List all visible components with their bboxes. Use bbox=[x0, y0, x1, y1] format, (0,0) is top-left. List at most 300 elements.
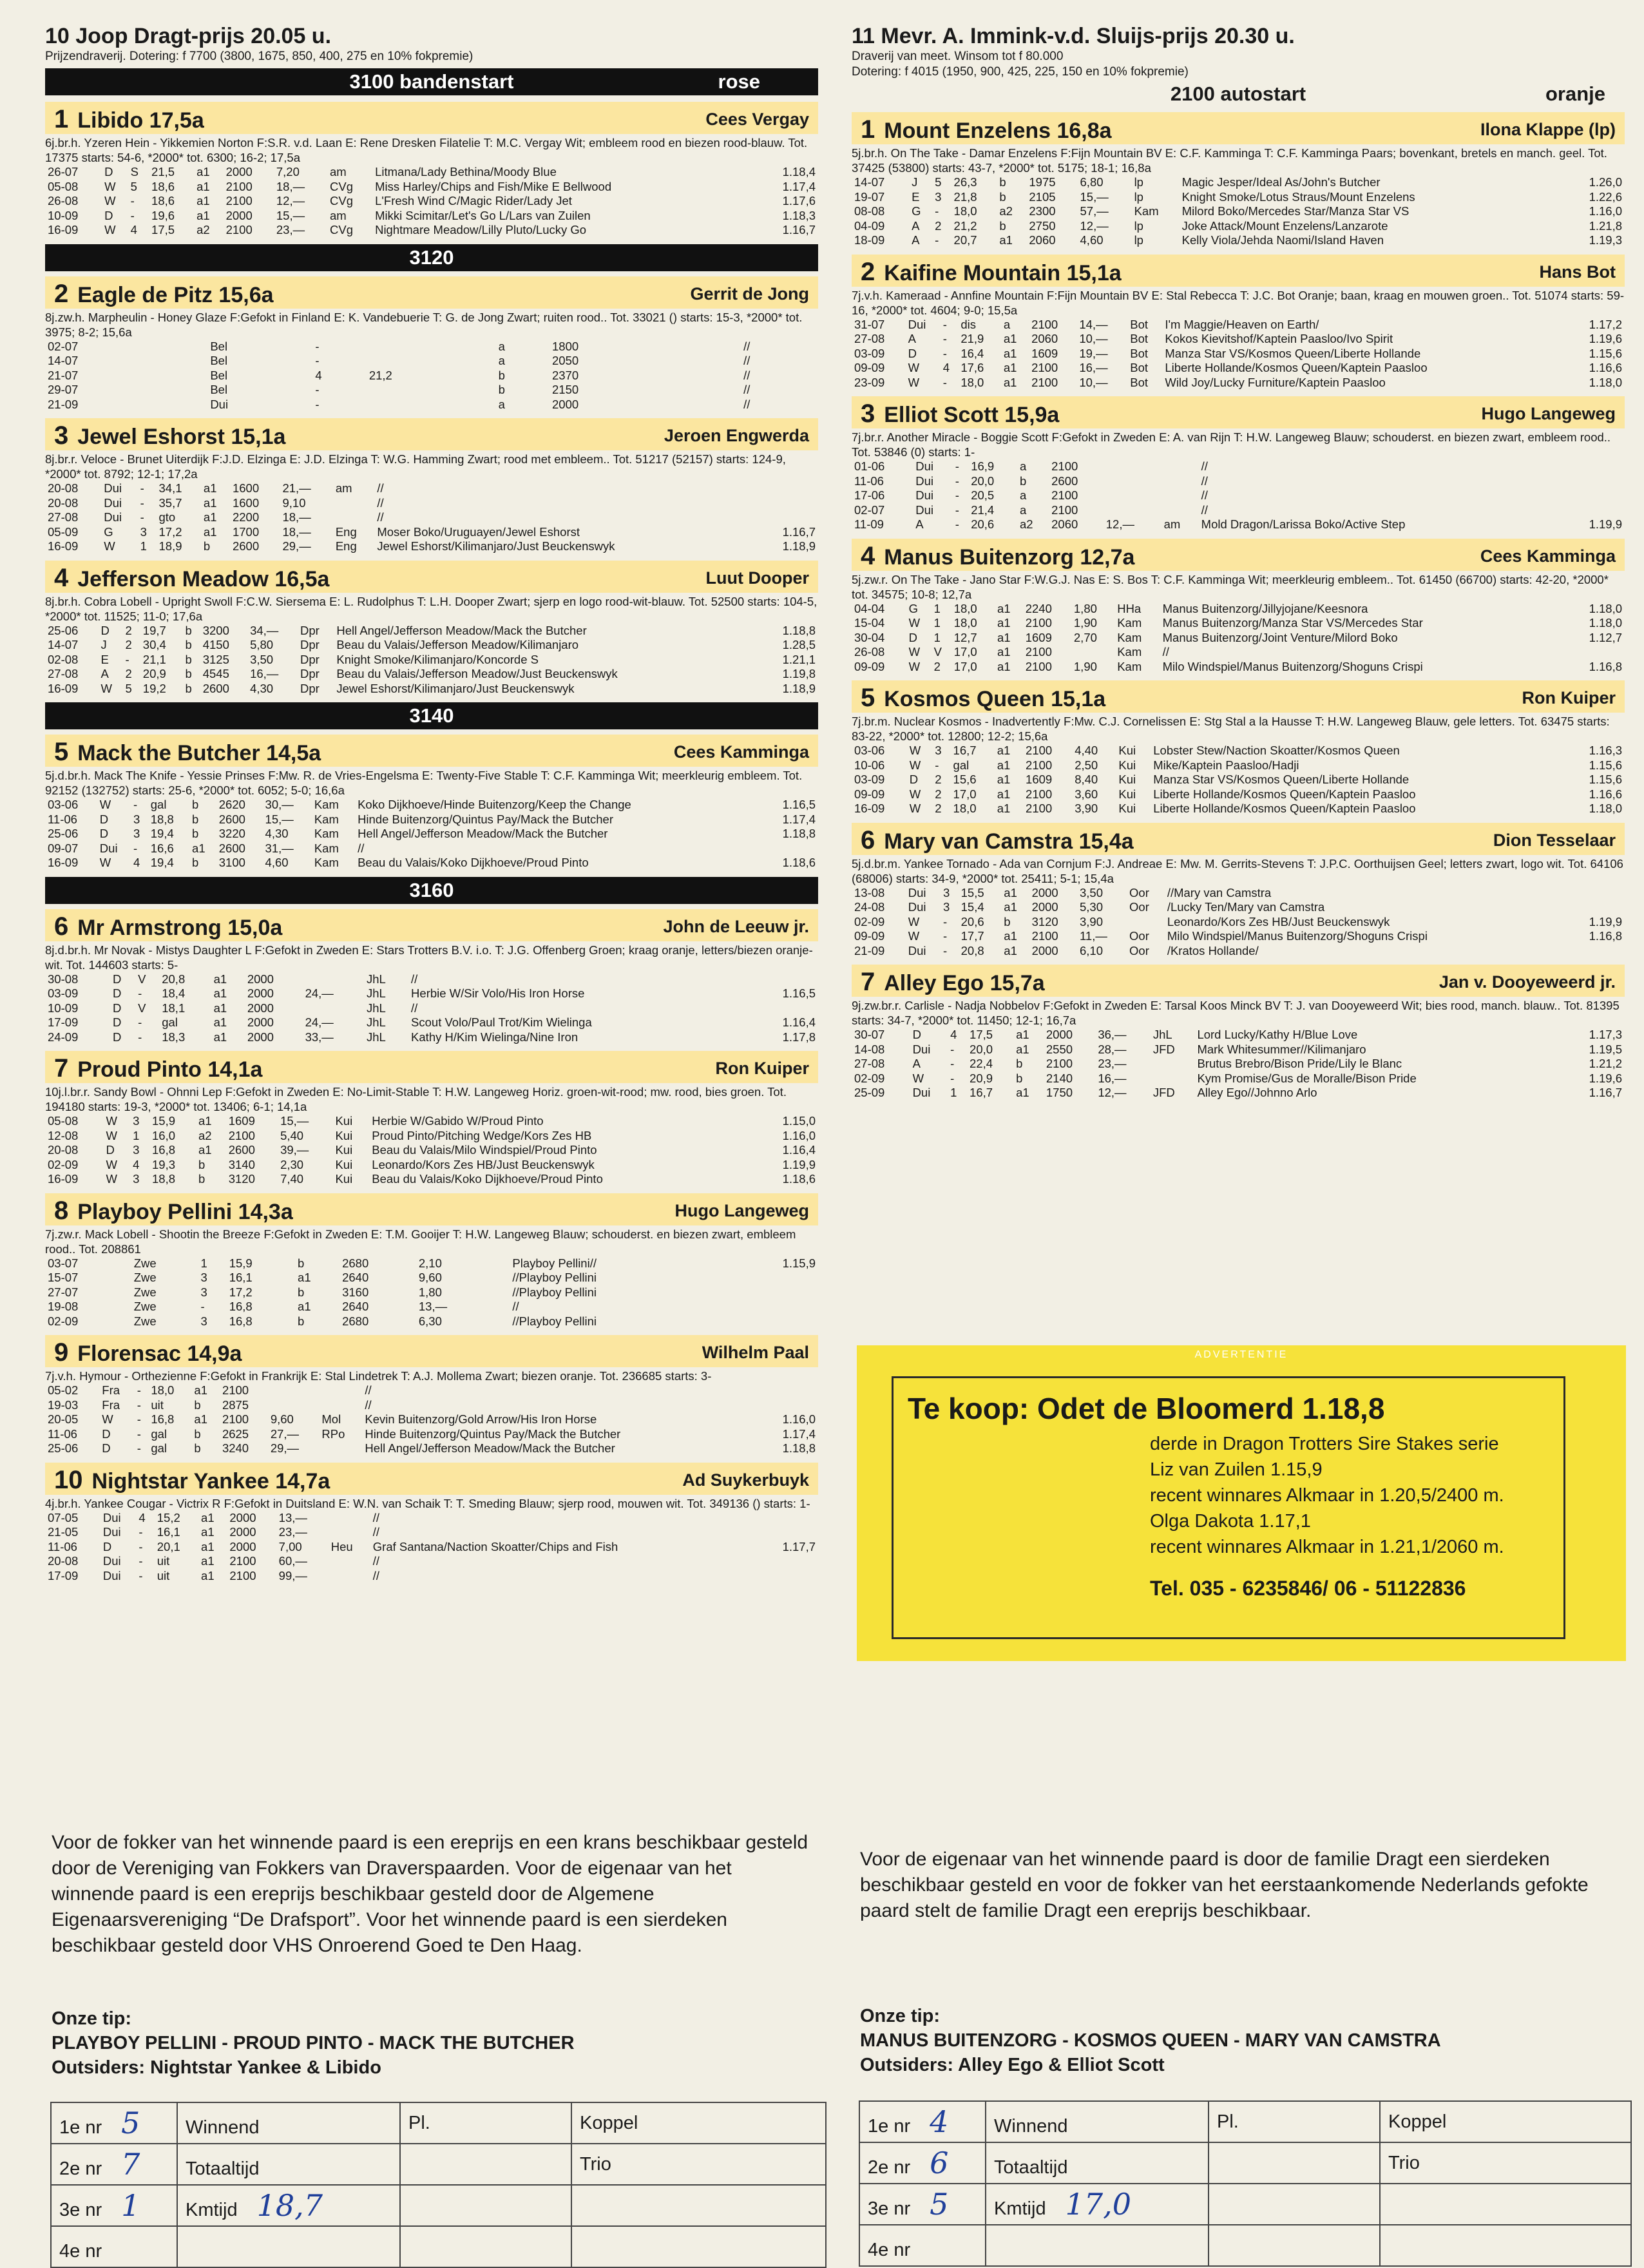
result-cell: A bbox=[912, 233, 920, 247]
horse-number: 5 bbox=[861, 684, 875, 712]
result-cell: G bbox=[912, 204, 921, 218]
result-row bbox=[45, 383, 818, 398]
result-cell: lp bbox=[1134, 218, 1143, 233]
result-cell bbox=[1104, 474, 1161, 489]
result-cell bbox=[1161, 503, 1199, 518]
horse-info: 8j.br.h. Cobra Lobell - Upright Swoll F:C.W. Siersema E: L. Rudolphus T: L.H. Dooper Zwart; sjerp en logo rood-wit-blauw. Tot. 52500 starts: 104-5, *2000* tot. 11525; 11-0; 17,6a bbox=[45, 594, 817, 623]
result-row bbox=[852, 332, 1625, 347]
bet-sheet bbox=[50, 2102, 827, 2268]
result-cell bbox=[333, 496, 375, 511]
result-cell: - bbox=[315, 397, 320, 411]
result-cell: - bbox=[140, 495, 144, 510]
result-cell: a1 bbox=[213, 1001, 227, 1015]
result-cell: 02-09 bbox=[48, 1314, 79, 1328]
result-cell: 3 bbox=[935, 189, 942, 204]
sheet-type-cell[interactable] bbox=[986, 2142, 1209, 2184]
result-cell: a1 bbox=[213, 972, 227, 986]
result-cell: Kui bbox=[335, 1143, 353, 1157]
result-cell: 25-06 bbox=[48, 827, 79, 840]
result-row bbox=[45, 194, 818, 209]
sheet-extra-cell[interactable]: Trio bbox=[571, 2144, 826, 2185]
sheet-row bbox=[859, 2101, 1631, 2142]
result-cell: 2600 bbox=[218, 812, 245, 826]
result-cell: 2550 bbox=[1046, 1042, 1073, 1056]
result-cell: 05-08 bbox=[48, 179, 79, 193]
result-cell: 5 bbox=[935, 175, 942, 189]
result-cell: 18,9 bbox=[158, 539, 182, 553]
result-cell: b bbox=[498, 368, 505, 382]
result-cell: b bbox=[1019, 474, 1027, 488]
result-cell: 20-08 bbox=[48, 1143, 79, 1157]
results-table bbox=[852, 459, 1625, 532]
result-cell: 29,— bbox=[282, 539, 311, 553]
result-row bbox=[45, 1015, 818, 1030]
result-cell: 27,— bbox=[270, 1427, 300, 1441]
result-row bbox=[45, 653, 818, 668]
result-cell: 20-08 bbox=[48, 495, 79, 510]
result-cell: 2640 bbox=[342, 1300, 369, 1313]
result-cell: D bbox=[104, 208, 113, 222]
sheet-type-cell[interactable] bbox=[986, 2225, 1209, 2266]
result-cell: 16-09 bbox=[48, 539, 79, 553]
sheet-nr-cell[interactable] bbox=[51, 2102, 177, 2144]
sheet-nr-cell[interactable] bbox=[859, 2142, 986, 2184]
driver-name: Luut Dooper bbox=[705, 568, 809, 588]
result-cell: a bbox=[498, 354, 505, 367]
result-cell: 16,8 bbox=[229, 1300, 253, 1313]
result-cell: Dui bbox=[102, 1525, 121, 1539]
result-cell: Oor bbox=[1129, 885, 1149, 899]
result-cell: 2100 bbox=[1051, 488, 1078, 502]
horse-entry bbox=[852, 680, 1625, 816]
sheet-pl-cell[interactable] bbox=[1209, 2225, 1380, 2266]
distance-label: 3120 bbox=[409, 245, 454, 269]
result-cell: 21,9 bbox=[961, 332, 984, 345]
result-cell: b bbox=[198, 1157, 206, 1171]
result-cell: a1 bbox=[1003, 361, 1017, 374]
result-cell: - bbox=[138, 1015, 142, 1029]
result-cell: b bbox=[999, 189, 1006, 204]
result-cell: Hell Angel/Jefferson Meadow/Mack the Butcher bbox=[365, 1441, 615, 1455]
result-cell: 05-02 bbox=[48, 1383, 79, 1397]
result-cell: 09-09 bbox=[854, 929, 885, 943]
result-cell bbox=[1104, 503, 1161, 518]
sheet-nr-label: 2e nr bbox=[868, 2157, 911, 2178]
result-cell: - bbox=[955, 517, 959, 531]
result-cell bbox=[329, 1511, 370, 1526]
result-row bbox=[45, 1383, 818, 1398]
result-cell: 21,8 bbox=[953, 189, 977, 204]
result-cell: Kam bbox=[314, 856, 339, 869]
sheet-type-cell[interactable] bbox=[177, 2226, 400, 2267]
result-cell: 3125 bbox=[202, 652, 229, 666]
result-cell: 2000 bbox=[247, 1001, 274, 1015]
result-cell: a1 bbox=[1003, 346, 1017, 360]
horse-name: Mount Enzelens 16,8a bbox=[884, 119, 1112, 143]
sheet-pl-cell[interactable] bbox=[400, 2185, 571, 2226]
result-cell: 1.16,7 bbox=[1589, 1086, 1622, 1099]
result-cell: A bbox=[100, 667, 109, 680]
result-cell: - bbox=[950, 1042, 955, 1056]
result-cell: 1.16,0 bbox=[1589, 204, 1622, 218]
result-cell: 4,60 bbox=[265, 856, 289, 869]
result-cell: 2100 bbox=[1025, 616, 1052, 629]
result-cell: Alley Ego//Johnno Arlo bbox=[1197, 1086, 1317, 1099]
result-cell: 3 bbox=[133, 1114, 140, 1128]
result-cell: 21,5 bbox=[151, 165, 175, 178]
horse-header bbox=[45, 561, 818, 593]
result-cell: Liberte Hollande/Kosmos Queen/Kaptein Paasloo bbox=[1153, 787, 1416, 801]
result-row bbox=[852, 175, 1625, 190]
result-cell: // bbox=[377, 495, 384, 510]
result-cell: 18,0 bbox=[961, 375, 984, 389]
result-cell: // bbox=[372, 1525, 380, 1539]
result-cell: 17,5 bbox=[970, 1028, 993, 1041]
result-row bbox=[852, 347, 1625, 361]
result-cell: W bbox=[908, 645, 921, 658]
sheet-nr-cell[interactable] bbox=[859, 2101, 986, 2142]
result-cell: 1609 bbox=[1031, 346, 1058, 360]
result-cell: Kui bbox=[1118, 787, 1136, 801]
result-cell: 1.19,3 bbox=[1589, 233, 1622, 247]
result-cell: A bbox=[915, 517, 924, 531]
result-row bbox=[852, 944, 1625, 959]
result-cell: 1.18,4 bbox=[782, 165, 816, 178]
result-cell: 1.16,8 bbox=[1589, 659, 1622, 673]
result-cell: D bbox=[113, 1015, 122, 1029]
result-cell: a2 bbox=[198, 1128, 212, 1142]
horse-entry bbox=[852, 539, 1625, 675]
result-cell: Dui bbox=[915, 474, 933, 488]
result-cell: 3140 bbox=[228, 1157, 255, 1171]
result-cell: 4,30 bbox=[250, 681, 274, 695]
result-cell: b bbox=[1004, 914, 1011, 928]
result-cell: a1 bbox=[203, 481, 217, 495]
result-cell: 19,3 bbox=[152, 1157, 176, 1171]
result-cell: 1.18,0 bbox=[1589, 802, 1622, 815]
result-cell: a1 bbox=[213, 1015, 227, 1029]
sheet-pl-cell[interactable]: Pl. bbox=[400, 2102, 571, 2144]
horse-info: 5j.br.h. On The Take - Damar Enzelens F:Fijn Mountain BV E: C.F. Kamminga T: C.F. Kamminga Paars; bovenkant, bretels en manch. geel. Tot. 37425 (53800) starts: 43-7, *2000* tot. 5175; 18-1; 16,8a bbox=[852, 146, 1607, 175]
result-cell: 25-06 bbox=[48, 1441, 79, 1455]
result-cell: 34,— bbox=[250, 623, 279, 637]
result-cell: //Playboy Pellini bbox=[512, 1271, 597, 1284]
result-cell: 2600 bbox=[1051, 474, 1078, 488]
result-cell: 15,— bbox=[265, 812, 294, 826]
result-cell: 15,— bbox=[280, 1114, 309, 1128]
horse-entry bbox=[45, 102, 818, 238]
result-cell bbox=[367, 354, 496, 369]
result-cell: Kam bbox=[1117, 616, 1142, 629]
result-cell: b bbox=[999, 218, 1006, 233]
result-cell: D bbox=[100, 623, 110, 637]
sheet-row bbox=[51, 2102, 826, 2144]
result-row bbox=[45, 1030, 818, 1045]
horse-info: 10j.l.br.r. Sandy Bowl - Ohnni Lep F:Gefokt in Zweden E: No-Limit-Stable T: H.W. Langeweg Horiz. groen-wit-rood; mw. rood, bies groen. Tot. 194180 starts: 19-3, *2000* tot. 13406; 6-1; 14,1a bbox=[45, 1085, 787, 1113]
race-11-column bbox=[852, 23, 1625, 1107]
result-cell: b bbox=[192, 827, 199, 840]
result-cell bbox=[1161, 474, 1199, 489]
result-cell bbox=[1566, 645, 1625, 660]
result-cell: Kam bbox=[1117, 659, 1142, 673]
result-cell: 2060 bbox=[1031, 332, 1058, 345]
result-cell: 2000 bbox=[247, 1015, 274, 1029]
sheet-nr-cell[interactable] bbox=[859, 2184, 986, 2225]
handwritten-time: 18,7 bbox=[256, 2188, 323, 2223]
sheet-nr-cell[interactable] bbox=[859, 2225, 986, 2266]
result-row bbox=[45, 1129, 818, 1144]
results-table bbox=[45, 1256, 818, 1329]
result-cell: 1.17,3 bbox=[1589, 1028, 1622, 1041]
bet-sheet bbox=[859, 2100, 1632, 2267]
result-cell: 20,8 bbox=[162, 972, 186, 986]
result-cell: W bbox=[908, 659, 921, 673]
result-cell: 07-05 bbox=[48, 1510, 79, 1524]
result-cell bbox=[694, 369, 717, 383]
sheet-type-cell[interactable] bbox=[986, 2101, 1209, 2142]
sheet-type-cell[interactable] bbox=[986, 2184, 1209, 2225]
result-row bbox=[852, 219, 1625, 234]
result-cell: Zwe bbox=[133, 1314, 157, 1328]
handwritten-number: 7 bbox=[121, 2147, 140, 2182]
result-cell: gto bbox=[158, 510, 176, 524]
sheet-extra-cell[interactable] bbox=[1380, 2184, 1631, 2225]
sheet-pl-cell[interactable]: Pl. bbox=[1209, 2101, 1380, 2142]
driver-name: John de Leeuw jr. bbox=[663, 916, 809, 936]
sheet-nr-cell[interactable] bbox=[51, 2226, 177, 2267]
sheet-extra-cell[interactable] bbox=[1380, 2225, 1631, 2266]
sheet-pl-cell[interactable] bbox=[400, 2144, 571, 2185]
result-cell: b bbox=[194, 1427, 201, 1441]
result-cell: 23-09 bbox=[854, 375, 885, 389]
result-cell: 19-08 bbox=[48, 1300, 79, 1313]
results-table bbox=[852, 886, 1625, 959]
result-cell: 1 bbox=[933, 630, 941, 644]
result-cell: - bbox=[315, 383, 320, 396]
result-cell: 2100 bbox=[1026, 787, 1053, 801]
result-cell: 5 bbox=[125, 681, 132, 695]
result-cell: Kam bbox=[314, 798, 339, 811]
result-cell: Kam bbox=[1117, 630, 1142, 644]
start-bar bbox=[45, 68, 818, 95]
result-cell: Bot bbox=[1130, 375, 1149, 389]
result-cell: Dpr bbox=[300, 652, 320, 666]
sheet-type-cell[interactable] bbox=[177, 2144, 400, 2185]
result-cell: - bbox=[138, 986, 142, 1000]
result-cell: E bbox=[100, 652, 109, 666]
result-cell: Knight Smoke/Kilimanjaro/Koncorde S bbox=[336, 652, 539, 666]
prize-text: Voor de fokker van het winnende paard is een ereprijs en een krans beschikbaar gesteld door de Vereniging van Fokkers van Draverspaarden. Voor de eigenaar van het winnende paard is een ereprijs beschikbaar gesteld door de Algemene Eigenaarsvereniging “De Drafsport”. Voor het winnende paard is een sierdeken beschikbaar gesteld door VHS Onroerend Goed te Den Haag. bbox=[52, 1832, 808, 1956]
result-cell: Dui bbox=[912, 1086, 931, 1099]
result-cell: 7,40 bbox=[280, 1172, 304, 1186]
result-cell: Miss Harley/Chips and Fish/Mike E Bellwood bbox=[375, 179, 612, 193]
horse-list bbox=[45, 102, 818, 1583]
result-cell: Kam bbox=[314, 827, 339, 840]
result-cell: b bbox=[194, 1398, 201, 1412]
result-cell: 2105 bbox=[1029, 189, 1056, 204]
result-cell bbox=[718, 398, 741, 412]
result-cell: 15,2 bbox=[157, 1510, 180, 1524]
result-row bbox=[852, 474, 1625, 489]
result-cell: 3 bbox=[200, 1314, 207, 1328]
result-cell: 1.18,8 bbox=[782, 1441, 816, 1455]
result-cell: 16-09 bbox=[854, 802, 885, 815]
result-cell: a1 bbox=[194, 1412, 207, 1426]
result-cell: 17,6 bbox=[961, 361, 984, 374]
result-row bbox=[45, 986, 818, 1001]
result-cell: Manus Buitenzorg/Manza Star VS/Mercedes Star bbox=[1162, 616, 1423, 629]
horse-entry bbox=[852, 396, 1625, 532]
result-cell: 5,30 bbox=[1080, 900, 1104, 914]
result-cell bbox=[762, 841, 818, 856]
result-cell: 3,60 bbox=[1075, 787, 1098, 801]
result-cell: W bbox=[104, 223, 116, 236]
result-cell: 3120 bbox=[1031, 914, 1058, 928]
result-cell bbox=[794, 354, 818, 369]
result-cell: Litmana/Lady Bethina/Moody Blue bbox=[375, 165, 557, 178]
result-cell: uit bbox=[151, 1398, 164, 1412]
result-row bbox=[852, 1028, 1625, 1043]
result-cell: JFD bbox=[1152, 1086, 1175, 1099]
result-cell: Mike/Kaptein Paasloo/Hadji bbox=[1153, 758, 1299, 772]
start-bar bbox=[852, 81, 1625, 107]
result-cell: // bbox=[411, 972, 418, 986]
result-row bbox=[45, 1525, 818, 1540]
result-cell: 2680 bbox=[342, 1314, 369, 1328]
result-cell: // bbox=[377, 481, 384, 495]
result-cell: Dui bbox=[915, 503, 933, 517]
result-cell: Milo Windspiel/Manus Buitenzorg/Shoguns Crispi bbox=[1167, 929, 1428, 943]
sheet-nr-cell[interactable] bbox=[51, 2144, 177, 2185]
result-cell bbox=[694, 383, 717, 398]
result-cell: b bbox=[498, 383, 505, 396]
result-cell: a bbox=[498, 339, 505, 353]
sheet-extra-cell[interactable]: Koppel bbox=[571, 2102, 826, 2144]
result-cell: 4 bbox=[139, 1510, 146, 1524]
result-row bbox=[45, 510, 818, 525]
result-cell: 1.18,6 bbox=[782, 1172, 816, 1186]
horse-info: 6j.br.h. Yzeren Hein - Yikkemien Norton F:S.R. v.d. Laan E: Rene Dresken Filatelie T: M.C. Vergay Wit; embleem rood en biezen rood-blauw. Tot. 17375 starts: 54-6, *2000* tot. 6300; 16-2; 17,5a bbox=[45, 136, 808, 164]
result-cell: Bel bbox=[210, 383, 228, 396]
result-cell bbox=[758, 496, 818, 511]
sheet-pl-cell[interactable] bbox=[1209, 2142, 1380, 2184]
result-cell bbox=[1567, 944, 1625, 959]
sheet-row bbox=[51, 2144, 826, 2185]
result-cell: 20,6 bbox=[971, 517, 995, 531]
result-cell: 20,5 bbox=[971, 488, 995, 502]
result-cell: 24,— bbox=[305, 986, 334, 1000]
sheet-extra-cell[interactable] bbox=[571, 2226, 826, 2267]
result-cell: D bbox=[102, 1441, 111, 1455]
sheet-row bbox=[51, 2226, 826, 2267]
result-cell: b bbox=[185, 638, 192, 651]
horse-name: Elliot Scott 15,9a bbox=[884, 403, 1060, 427]
result-cell: Zwe bbox=[133, 1285, 157, 1299]
result-cell: 16,— bbox=[250, 667, 279, 680]
result-cell: 1.16,0 bbox=[782, 1128, 816, 1142]
result-cell: Bel bbox=[210, 339, 228, 353]
result-cell: Zwe bbox=[133, 1271, 157, 1284]
distance-label: 3140 bbox=[409, 704, 454, 727]
result-cell: 1800 bbox=[552, 339, 579, 353]
result-cell: 2100 bbox=[229, 1568, 256, 1582]
result-cell: 12,— bbox=[1080, 218, 1109, 233]
result-cell: 1.16,5 bbox=[782, 986, 816, 1000]
result-cell: 2 bbox=[933, 659, 941, 673]
result-cell: Fra bbox=[102, 1398, 120, 1412]
result-cell bbox=[1104, 459, 1161, 474]
results-table bbox=[45, 481, 818, 554]
result-cell: a bbox=[498, 397, 505, 411]
result-cell: 1700 bbox=[232, 524, 260, 539]
result-cell: E bbox=[912, 189, 920, 204]
result-cell bbox=[760, 1398, 818, 1413]
horse-entry bbox=[45, 418, 818, 554]
result-cell: 03-09 bbox=[854, 773, 885, 786]
result-cell: 12,— bbox=[1105, 517, 1134, 531]
result-cell: Dui bbox=[102, 1554, 121, 1568]
result-cell: 2875 bbox=[222, 1398, 249, 1412]
result-row bbox=[45, 1300, 818, 1314]
result-cell: Kelly Viola/Jehda Naomi/Island Haven bbox=[1181, 233, 1384, 247]
result-cell bbox=[1161, 488, 1199, 503]
result-cell: 15,— bbox=[1080, 189, 1109, 204]
handwritten-number: 5 bbox=[121, 2106, 140, 2140]
result-cell: // bbox=[512, 1300, 519, 1313]
result-cell: 2100 bbox=[1046, 1057, 1073, 1070]
result-row bbox=[852, 190, 1625, 205]
result-cell: 2680 bbox=[342, 1256, 369, 1270]
result-cell: 4,30 bbox=[265, 827, 289, 840]
result-cell: a1 bbox=[997, 645, 1011, 658]
sheet-pl-cell[interactable] bbox=[400, 2226, 571, 2267]
result-row bbox=[852, 361, 1625, 376]
sheet-pl-cell[interactable] bbox=[1209, 2184, 1380, 2225]
sheet-nr-cell[interactable] bbox=[51, 2185, 177, 2226]
result-cell: Manza Star VS/Kosmos Queen/Liberte Hollande bbox=[1153, 773, 1410, 786]
sheet-extra-cell[interactable] bbox=[571, 2185, 826, 2226]
sheet-type-cell[interactable] bbox=[177, 2102, 400, 2144]
result-cell bbox=[694, 354, 717, 369]
horse-name: Playboy Pellini 14,3a bbox=[77, 1199, 293, 1224]
result-cell: 1609 bbox=[1025, 630, 1052, 644]
result-cell: a1 bbox=[997, 630, 1011, 644]
result-cell: 2300 bbox=[1029, 204, 1056, 218]
driver-name: Cees Kamminga bbox=[1480, 546, 1616, 566]
result-cell bbox=[759, 1525, 818, 1540]
horse-name: Nightstar Yankee 14,7a bbox=[91, 1468, 330, 1494]
result-cell: 20,8 bbox=[961, 943, 984, 957]
result-cell: Dpr bbox=[300, 667, 320, 680]
horse-header bbox=[45, 418, 818, 450]
sheet-extra-cell[interactable]: Koppel bbox=[1380, 2101, 1631, 2142]
sheet-type-cell[interactable] bbox=[177, 2185, 400, 2226]
sheet-extra-cell[interactable]: Trio bbox=[1380, 2142, 1631, 2184]
horse-header bbox=[45, 1335, 818, 1367]
result-row bbox=[45, 667, 818, 682]
result-cell: Milord Boko/Mercedes Star/Manza Star VS bbox=[1181, 204, 1410, 218]
horse-info: 7j.zw.r. Mack Lobell - Shootin the Breeze F:Gefokt in Zweden E: T.M. Gooijer T: H.W. Langeweg Blauw; schouderst. en biezen zwart, embleem rood.. Tot. 208861 bbox=[45, 1227, 796, 1256]
result-cell bbox=[497, 1300, 510, 1314]
horse-name: Mack the Butcher 14,5a bbox=[77, 741, 321, 765]
result-cell bbox=[718, 354, 741, 369]
result-row bbox=[45, 354, 818, 369]
result-cell: Hinde Buitenzorg/Quintus Pay/Mack the Butcher bbox=[365, 1427, 621, 1441]
result-cell: gal bbox=[162, 1015, 178, 1029]
result-cell: a1 bbox=[1004, 929, 1017, 943]
result-cell: 2200 bbox=[232, 510, 260, 524]
result-cell: W bbox=[104, 179, 116, 193]
